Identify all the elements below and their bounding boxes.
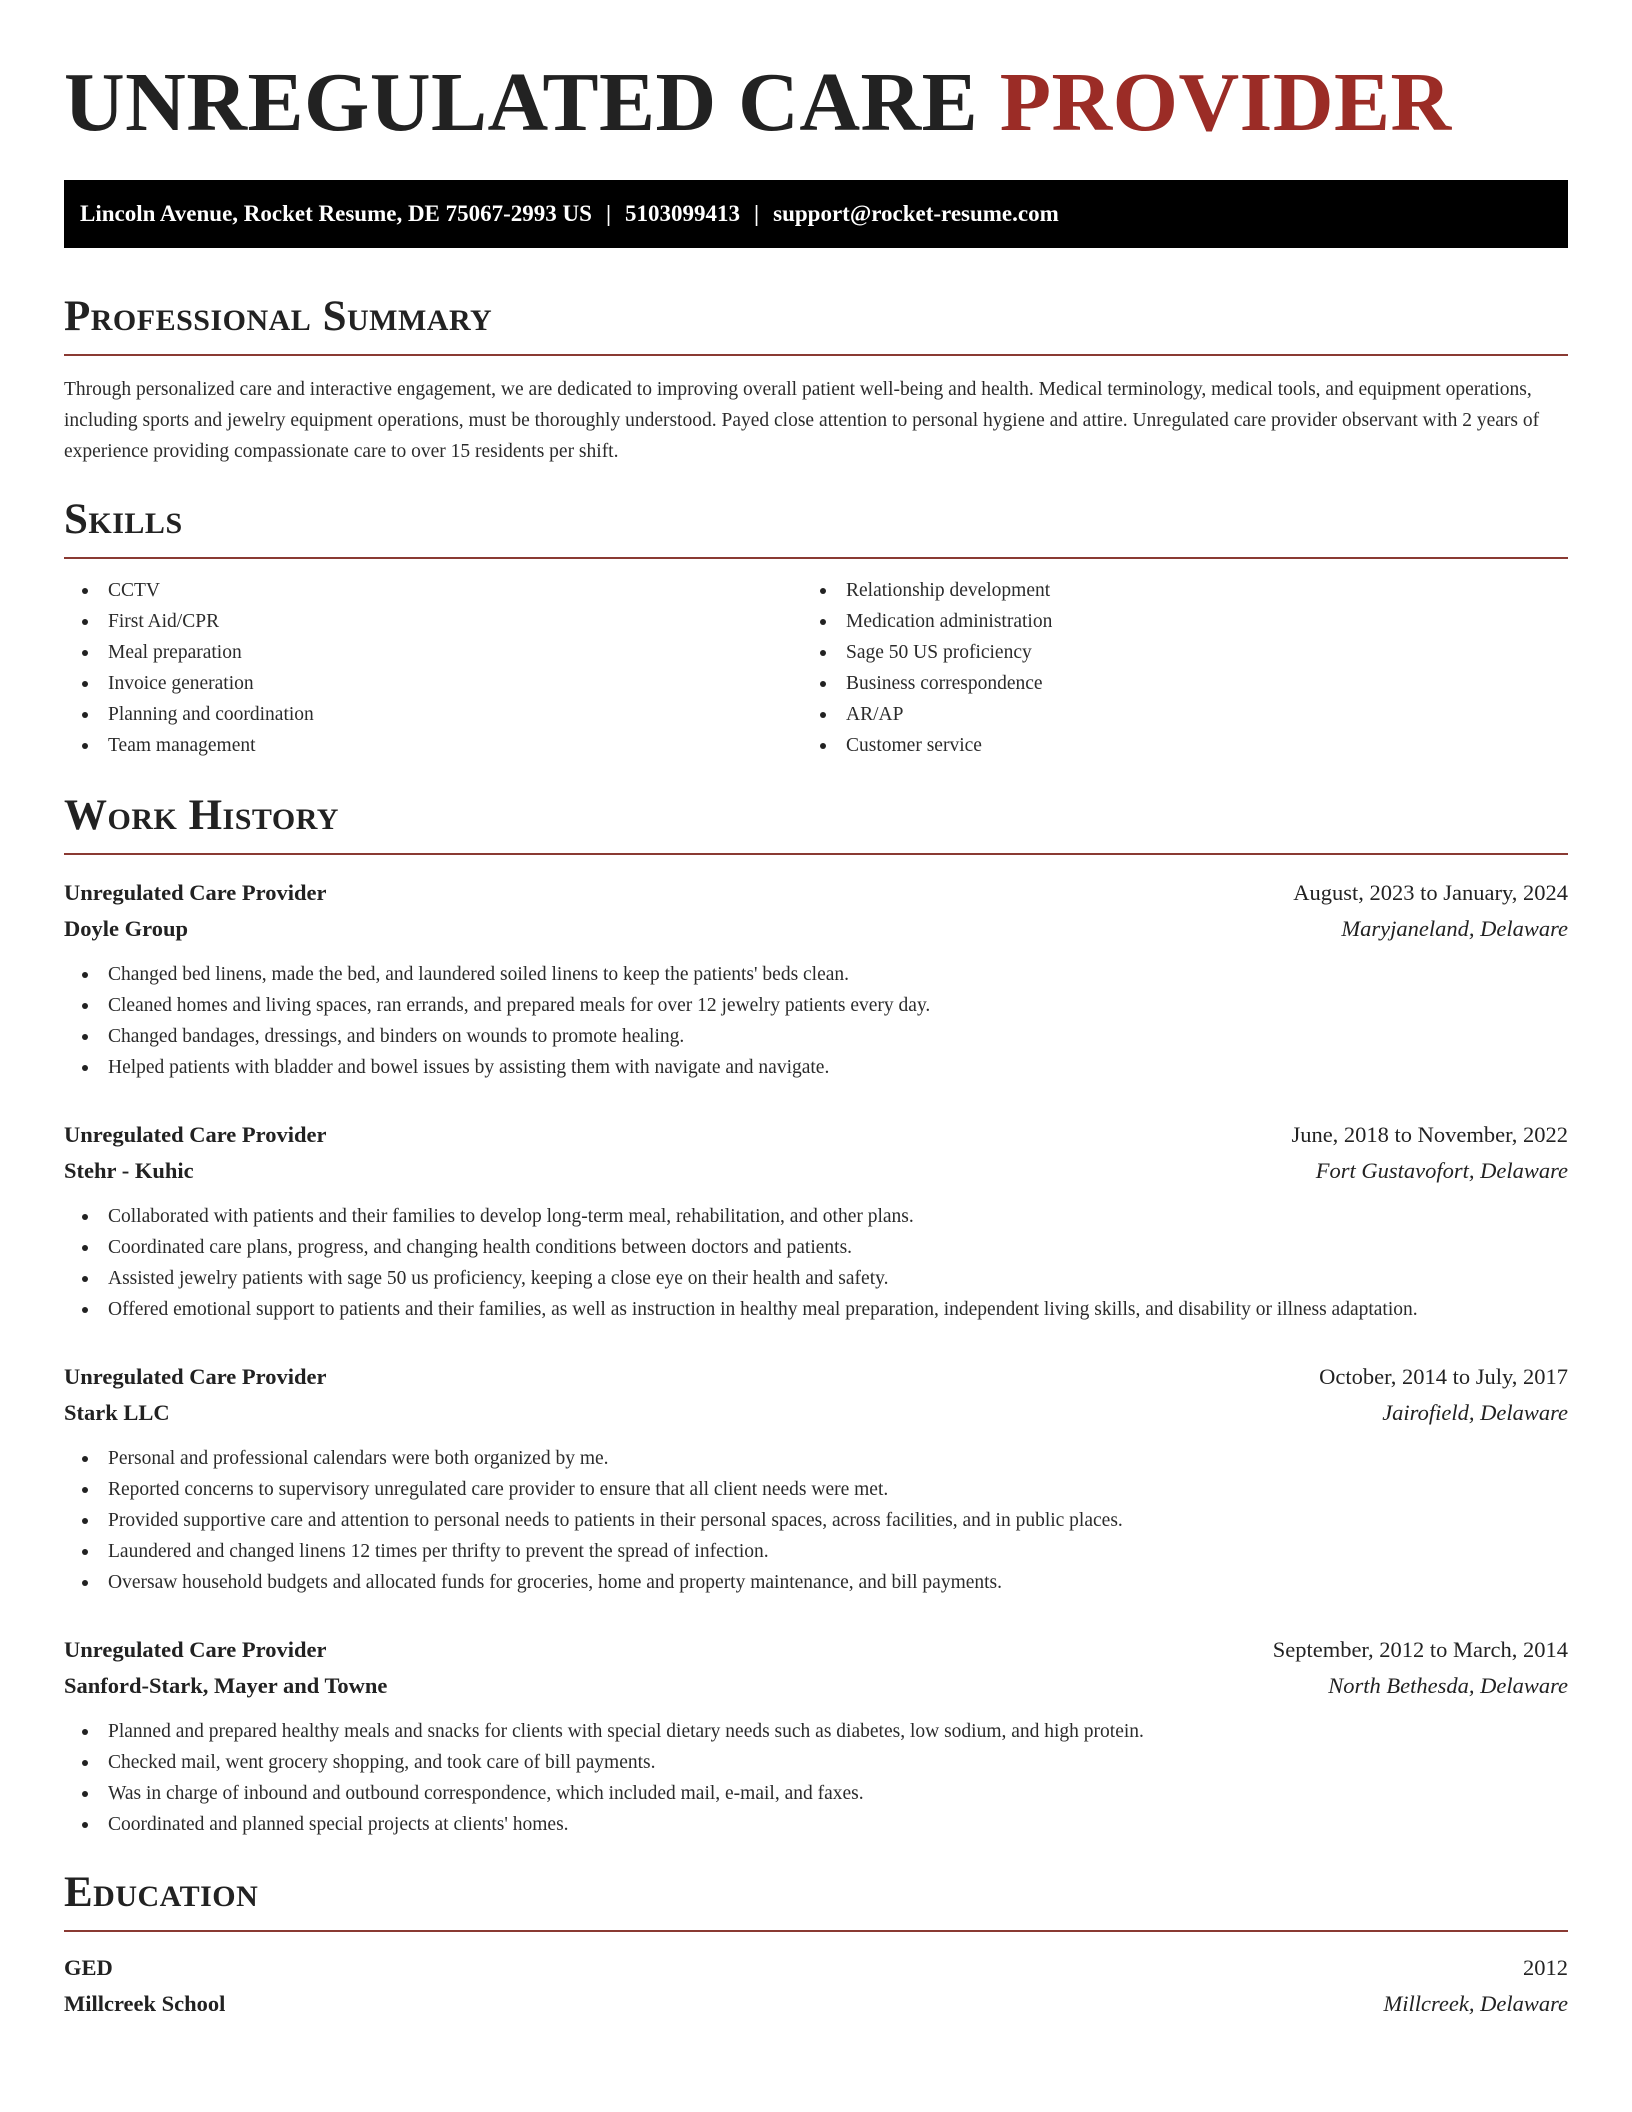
job-entry [64, 1632, 1568, 1840]
education-school-row [64, 1986, 1568, 2022]
job-dates: June, 2018 to November, 2022 [1291, 1122, 1568, 1147]
skill-item: AR/AP [816, 699, 1568, 730]
job-role: Unregulated Care Provider [64, 1637, 327, 1662]
job-header-row [64, 875, 1568, 911]
job-location: Fort Gustavofort, Delaware [1315, 1158, 1568, 1183]
job-role: Unregulated Care Provider [64, 1364, 327, 1389]
job-company-row [64, 1668, 1568, 1704]
job-dates: August, 2023 to January, 2024 [1293, 880, 1568, 905]
job-bullet: Reported concerns to supervisory unregulated care provider to ensure that all client needs were met. [64, 1474, 1568, 1505]
job-bullet: Cleaned homes and living spaces, ran errands, and prepared meals for over 12 jewelry patients every day. [64, 990, 1568, 1021]
skill-item: First Aid/CPR [64, 606, 816, 637]
education-degree-row [64, 1950, 1568, 1986]
education-entry [64, 1950, 1568, 2022]
skills-heading: Skills [64, 495, 1568, 559]
candidate-name [64, 0, 1568, 148]
skills-column-right [816, 575, 1568, 761]
contact-bar [64, 180, 1568, 248]
job-bullets [64, 1201, 1568, 1325]
job-bullet: Checked mail, went grocery shopping, and took care of bill payments. [64, 1747, 1568, 1778]
skill-item: Business correspondence [816, 668, 1568, 699]
summary-heading: Professional Summary [64, 292, 1568, 356]
job-dates: October, 2014 to July, 2017 [1319, 1364, 1568, 1389]
name-last-part: PROVIDER [999, 56, 1452, 149]
job-entry [64, 1359, 1568, 1598]
job-bullet: Personal and professional calendars were both organized by me. [64, 1443, 1568, 1474]
job-bullets [64, 959, 1568, 1083]
contact-email: support@rocket-resume.com [773, 201, 1059, 226]
job-company: Stark LLC [64, 1400, 170, 1425]
education-year: 2012 [1523, 1955, 1568, 1980]
job-location: North Bethesda, Delaware [1328, 1673, 1568, 1698]
job-dates: September, 2012 to March, 2014 [1272, 1637, 1568, 1662]
contact-phone: 5103099413 [625, 201, 741, 226]
name-first-part: UNREGULATED CARE [64, 56, 1000, 149]
job-bullet: Assisted jewelry patients with sage 50 us proficiency, keeping a close eye on their health and safety. [64, 1263, 1568, 1294]
job-bullet: Coordinated care plans, progress, and changing health conditions between doctors and patients. [64, 1232, 1568, 1263]
contact-address: Lincoln Avenue, Rocket Resume, DE 75067-2993 US [80, 201, 592, 226]
job-bullet: Offered emotional support to patients and their families, as well as instruction in healthy meal preparation, independent living skills, and disability or illness adaptation. [64, 1294, 1568, 1325]
job-header-row [64, 1632, 1568, 1668]
job-bullet: Coordinated and planned special projects at clients' homes. [64, 1809, 1568, 1840]
job-role: Unregulated Care Provider [64, 880, 327, 905]
job-bullet: Changed bed linens, made the bed, and laundered soiled linens to keep the patients' beds clean. [64, 959, 1568, 990]
skill-item: Planning and coordination [64, 699, 816, 730]
skill-item: Medication administration [816, 606, 1568, 637]
job-entry [64, 875, 1568, 1083]
job-bullet: Planned and prepared healthy meals and snacks for clients with special dietary needs such as diabetes, low sodium, and high protein. [64, 1716, 1568, 1747]
job-bullets [64, 1443, 1568, 1598]
job-company-row [64, 911, 1568, 947]
job-bullets [64, 1716, 1568, 1840]
job-bullet: Oversaw household budgets and allocated funds for groceries, home and property maintenance, and bill payments. [64, 1567, 1568, 1598]
skill-item: Invoice generation [64, 668, 816, 699]
education-degree: GED [64, 1955, 113, 1980]
work-history-heading: Work History [64, 791, 1568, 855]
job-company-row [64, 1395, 1568, 1431]
job-company: Stehr - Kuhic [64, 1158, 194, 1183]
job-company: Sanford-Stark, Mayer and Towne [64, 1673, 388, 1698]
job-header-row [64, 1117, 1568, 1153]
education-school: Millcreek School [64, 1991, 226, 2016]
job-bullet: Collaborated with patients and their families to develop long-term meal, rehabilitation, and other plans. [64, 1201, 1568, 1232]
skill-item: Sage 50 US proficiency [816, 637, 1568, 668]
job-header-row [64, 1359, 1568, 1395]
job-role: Unregulated Care Provider [64, 1122, 327, 1147]
skills-list [64, 575, 1568, 761]
education-heading: Education [64, 1868, 1568, 1932]
job-bullet: Provided supportive care and attention to personal needs to patients in their personal spaces, across facilities, and in public places. [64, 1505, 1568, 1536]
job-bullet: Was in charge of inbound and outbound correspondence, which included mail, e-mail, and faxes. [64, 1778, 1568, 1809]
skill-item: Relationship development [816, 575, 1568, 606]
contact-separator: | [605, 201, 612, 226]
education-location: Millcreek, Delaware [1383, 1991, 1568, 2016]
job-company-row [64, 1153, 1568, 1189]
job-location: Jairofield, Delaware [1382, 1400, 1568, 1425]
skill-item: Meal preparation [64, 637, 816, 668]
contact-separator: | [754, 201, 760, 226]
job-company: Doyle Group [64, 916, 188, 941]
summary-text: Through personalized care and interactive engagement, we are dedicated to improving overall patient well-being and health. Medical terminology, medical tools, and equipment operations, including sports and jewelry equipment operations, must be thoroughly understood. Payed close attention to personal hygiene and attire. Unregulated care provider observant with 2 years of experience providing compassionate care to over 15 residents per shift. [64, 379, 1540, 462]
skills-column-left [64, 575, 816, 761]
job-entry [64, 1117, 1568, 1325]
skill-item: Customer service [816, 730, 1568, 761]
job-bullet: Helped patients with bladder and bowel issues by assisting them with navigate and navigate. [64, 1052, 1568, 1083]
job-bullet: Laundered and changed linens 12 times per thrifty to prevent the spread of infection. [64, 1536, 1568, 1567]
skill-item: CCTV [64, 575, 816, 606]
job-location: Maryjaneland, Delaware [1341, 916, 1568, 941]
job-bullet: Changed bandages, dressings, and binders on wounds to promote healing. [64, 1021, 1568, 1052]
skill-item: Team management [64, 730, 816, 761]
